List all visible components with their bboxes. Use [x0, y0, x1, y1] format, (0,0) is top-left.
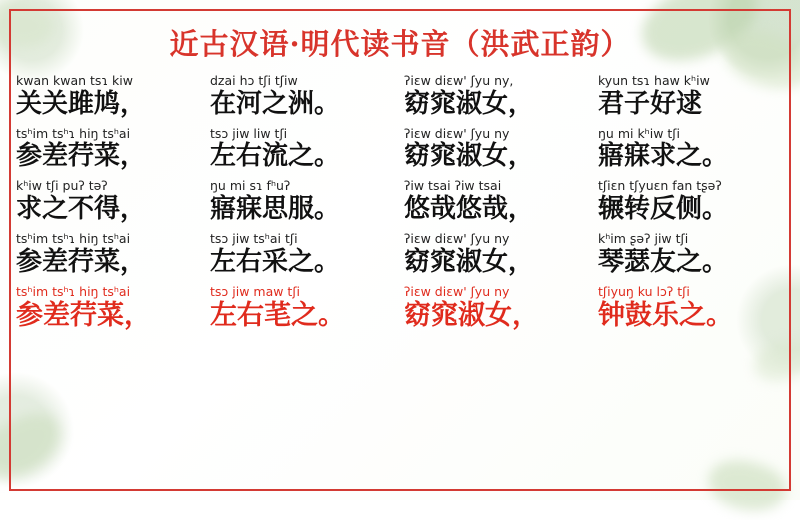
- chinese-line: 参差荇菜，: [16, 246, 147, 277]
- verse-cell: [402, 126, 592, 179]
- chinese-line: 左右流之。: [210, 141, 341, 172]
- verse-cell: [402, 231, 592, 284]
- phonetic-transcription: ŋu mi sɿ fʰuʔ: [210, 178, 291, 194]
- verse-cell: [208, 178, 398, 231]
- verse-cell: [402, 73, 592, 126]
- chinese-line: 琴瑟友之。: [598, 246, 729, 277]
- verse-cell: [14, 73, 204, 126]
- chinese-line: 左右芼之。: [210, 299, 345, 331]
- phonetic-transcription: ʔiɛw diɛw' ʃyu ny: [404, 283, 510, 299]
- phonetic-transcription: ʔiw tsai ʔiw tsai: [404, 178, 502, 194]
- chinese-line: 窈窕淑女，: [404, 88, 535, 119]
- phonetic-transcription: kwan kwan tsɿ kiw: [16, 73, 133, 88]
- phonetic-transcription: tsɔ jiw liw tʃi: [210, 125, 288, 141]
- verse-cell: [402, 178, 592, 231]
- verse-cell: [14, 178, 204, 231]
- chinese-line: 窈窕淑女，: [404, 246, 535, 277]
- phonetic-transcription: tsʰim tsʰɿ hiŋ tsʰai: [16, 125, 131, 141]
- chinese-line: 在河之洲。: [210, 88, 341, 119]
- chinese-line: 辗转反侧。: [598, 194, 729, 225]
- chinese-line: 寤寐求之。: [598, 141, 729, 172]
- phonetic-transcription: tsɔ jiw tsʰai tʃi: [210, 231, 298, 247]
- phonetic-transcription: kʰim ʂəʔ jiw tʃi: [598, 231, 689, 247]
- verse-cell-highlighted: [402, 284, 592, 338]
- verse-cell-highlighted: [14, 284, 204, 338]
- phonetic-transcription: ʔiɛw diɛw' ʃyu ny: [404, 231, 510, 247]
- phonetic-transcription: tsɔ jiw maw tʃi: [210, 283, 301, 299]
- verse-cell: [208, 231, 398, 284]
- chinese-line: 寤寐思服。: [210, 194, 341, 225]
- phonetic-transcription: tsʰim tsʰɿ hiŋ tsʰai: [16, 231, 131, 247]
- phonetic-transcription: tʃiyuŋ ku lɔʔ tʃi: [598, 283, 690, 299]
- phonetic-transcription: tʃiɛn tʃyuɛn fan tʂəʔ: [598, 178, 722, 194]
- chinese-line: 窈窕淑女，: [404, 299, 539, 331]
- chinese-line: 求之不得，: [16, 194, 147, 225]
- chinese-line: 钟鼓乐之。: [598, 299, 733, 331]
- phonetic-transcription: tsʰim tsʰɿ hiŋ tsʰai: [16, 283, 131, 299]
- verse-cell: [596, 231, 786, 284]
- phonetic-transcription: ʔiɛw diɛw' ʃyu ny: [404, 125, 510, 141]
- verse-cell: [596, 178, 786, 231]
- page-title: 近古汉语·明代读书音（洪武正韵）: [169, 27, 631, 61]
- chinese-line: 参差荇菜，: [16, 141, 147, 172]
- chinese-line: 参差荇菜，: [16, 299, 151, 331]
- verse-cell: [208, 73, 398, 126]
- chinese-line: 君子好逑: [598, 88, 703, 119]
- chinese-line: 悠哉悠哉，: [404, 194, 535, 225]
- chinese-line: 窈窕淑女，: [404, 141, 535, 172]
- phonetic-transcription: ŋu mi kʰiw tʃi: [598, 125, 680, 141]
- verse-cell-highlighted: [596, 284, 786, 338]
- verse-cell: [208, 126, 398, 179]
- verse-cell: [596, 126, 786, 179]
- verse-cell-highlighted: [208, 284, 398, 338]
- verse-cell: [14, 126, 204, 179]
- chinese-line: 关关雎鸠，: [16, 88, 147, 119]
- chinese-line: 左右采之。: [210, 246, 341, 277]
- phonetic-transcription: dzai hɔ tʃi tʃiw: [210, 73, 298, 88]
- verse-cell: [14, 231, 204, 284]
- verse-grid: [14, 73, 786, 338]
- phonetic-transcription: kyun tsɿ haw kʰiw: [598, 73, 710, 88]
- phonetic-transcription: kʰiw tʃi puʔ təʔ: [16, 178, 108, 194]
- verse-cell: [596, 73, 786, 126]
- phonetic-transcription: ʔiɛw diɛw' ʃyu ny,: [404, 73, 514, 88]
